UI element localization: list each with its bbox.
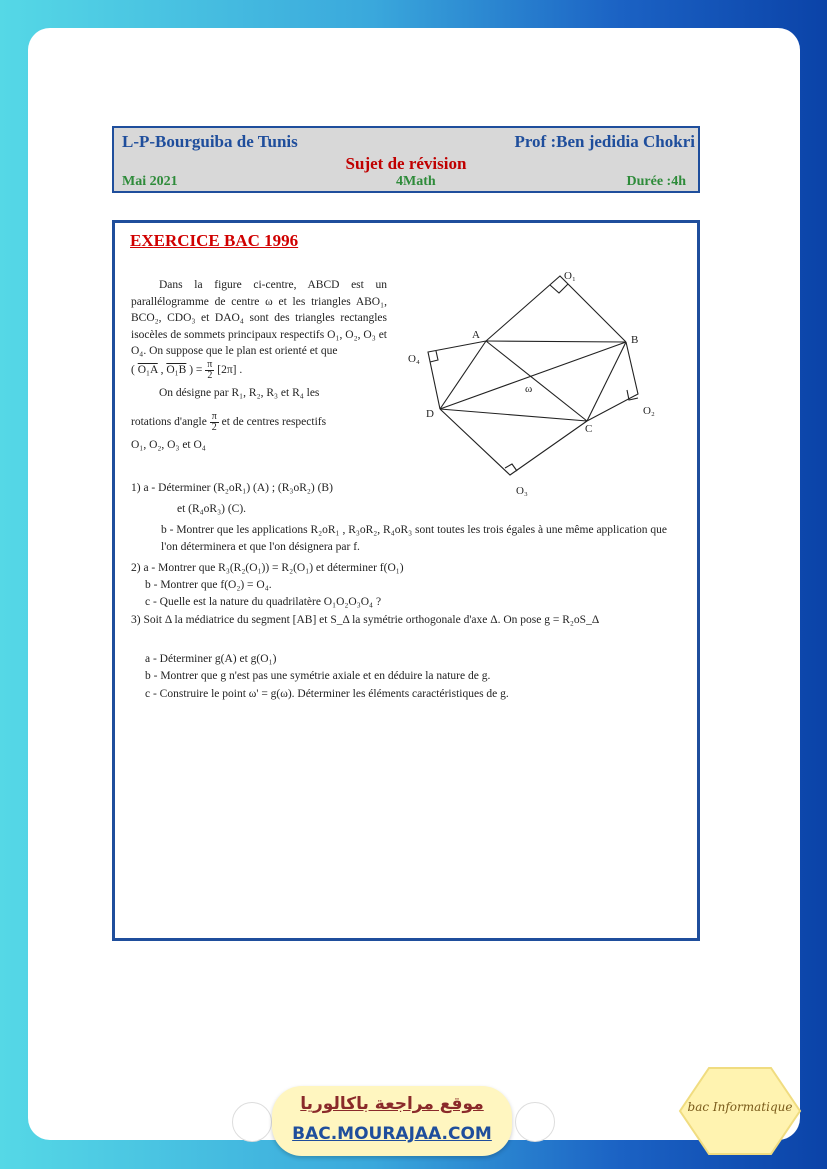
right-angle-o3: [505, 464, 517, 471]
header-box: [112, 126, 700, 193]
label-o3: O₃: [516, 485, 528, 497]
fraction-pi-2-b: $\frac{\pi}{2}$: [211, 410, 217, 433]
label-a: A: [472, 329, 480, 341]
question-3a: a - Déterminer g(A) et g(O₁): [145, 653, 277, 665]
school-name: L-P-Bourguiba de Tunis: [122, 132, 298, 151]
question-1b: b - Montrer que les applications R₂oR₁ , R₃oR₂, R₄oR₃ sont toutes les trois égales à une même application que l'on déterminera et que l'on désignera par f.: [161, 524, 668, 553]
footer-site-link[interactable]: BAC.MOURAJAA.COM: [292, 1124, 492, 1144]
side-da: [440, 341, 486, 409]
intro-paragraph-2: On désigne par R₁, R₂, R₃ et R₄ les: [159, 386, 320, 399]
side-cd: [440, 409, 587, 421]
exam-duration: Durée :4h: [626, 174, 686, 189]
exercise-title: EXERCICE BAC 1996: [130, 231, 299, 250]
angle-modulo: [2π] .: [217, 364, 243, 377]
site-logo-left: [232, 1102, 272, 1142]
footer-arabic-title[interactable]: موقع مراجعة باكالوريا: [300, 1094, 484, 1114]
class-level: 4Math: [396, 174, 436, 189]
diagonal-ac: [486, 341, 587, 421]
right-angle-o1: [550, 284, 568, 293]
subject-title: Sujet de révision: [345, 154, 467, 173]
vector-o1b: O₁B: [166, 364, 187, 377]
question-2b: b - Montrer que f(O₂) = O₄.: [145, 579, 272, 591]
label-b: B: [631, 334, 639, 346]
teacher-name: Prof :Ben jedidia Chokri: [514, 132, 695, 151]
question-3b: b - Montrer que g n'est pas une symétrie axiale et en déduire la nature de g.: [145, 670, 491, 682]
question-2c: c - Quelle est la nature du quadrilatère O₁O₂O₃O₄ ?: [145, 596, 382, 608]
angle-condition: ( O₁A , O₁B ) = $\frac{\pi}{2}$ [2π] .: [131, 358, 243, 381]
label-omega: ω: [525, 383, 533, 395]
exercise-intro: [131, 277, 387, 453]
triangle-abo1: [486, 276, 626, 342]
triangle-dao4: [428, 341, 486, 409]
footer-banner[interactable]: [272, 1086, 512, 1156]
geometry-figure: [400, 262, 670, 502]
label-o2: O₂: [643, 405, 655, 417]
label-o4: O₄: [408, 353, 420, 365]
site-logo-right: [515, 1102, 555, 1142]
intro-paragraph-4: O₁, O₂, O₃ et O₄: [131, 438, 206, 451]
label-c: C: [585, 423, 593, 435]
fraction-pi-2: $\frac{\pi}{2}$: [207, 358, 213, 381]
right-angle-o4: [430, 351, 438, 362]
vector-o1a: O₁A: [137, 364, 158, 377]
intro-paragraph-1: Dans la figure ci-centre, ABCD est un parallélogramme de centre ω et les triangles ABO₁, BCO₂, CDO₃ et DAO₄ sont des triangles rectangles isocèles de sommets principaux respectifs O₁, O₂, O₃ et O₄. On suppose que le plan est orienté et que: [131, 279, 387, 358]
label-d: D: [426, 408, 434, 420]
label-o1: O₁: [564, 270, 576, 282]
intro-paragraph-3: rotations d'angle $\frac{\pi}{2}$ et de centres respectifs: [131, 410, 327, 433]
question-3: 3) Soit Δ la médiatrice du segment [AB] et S_Δ la symétrie orthogonale d'axe Δ. On pose g = R₂oS_Δ: [131, 614, 600, 626]
question-2a: 2) a - Montrer que R₃(R₂(O₁)) = R₂(O₁) et déterminer f(O₁): [131, 562, 404, 574]
badge-label: bac Informatique: [687, 1100, 793, 1114]
side-ab: [486, 341, 626, 342]
exam-date: Mai 2021: [122, 174, 178, 189]
question-3c: c - Construire le point ω' = g(ω). Déterminer les éléments caractéristiques de g.: [145, 688, 509, 700]
question-1a: 1) a - Déterminer (R₂oR₁) (A) ; (R₃oR₂) (B) et (R₄oR₃) (C).: [131, 482, 333, 515]
